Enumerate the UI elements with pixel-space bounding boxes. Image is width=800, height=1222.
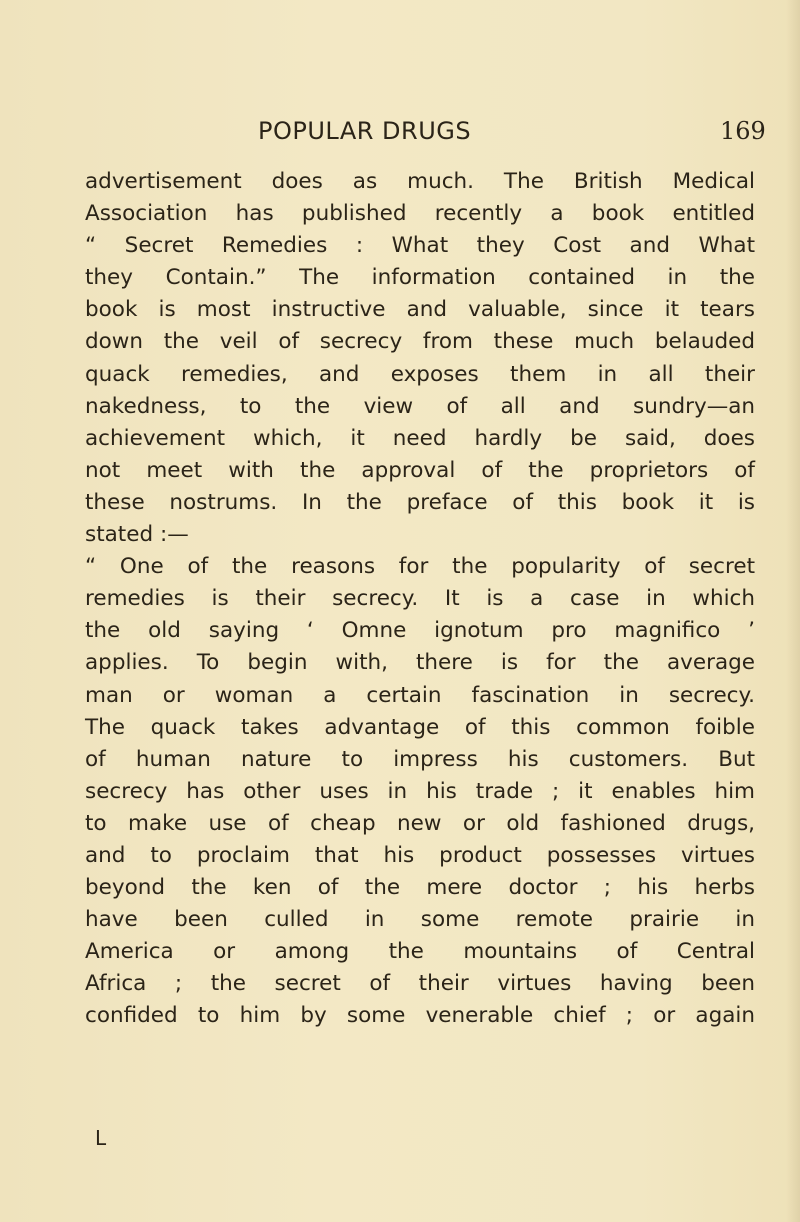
quote-line: The quack takes advantage of this common foible — [85, 714, 755, 740]
quote-line: confided to him by some venerable chief ; or again — [85, 1003, 755, 1029]
page-number: 169 — [720, 117, 766, 145]
quote-line: America or among the mountains of Central — [85, 939, 755, 965]
quote-line: secrecy has other uses in his trade ; it enables him — [85, 778, 755, 804]
text-line: book is most instructive and valuable, since it tears — [85, 297, 755, 323]
text-line: these nostrums. In the preface of this book it is — [85, 489, 755, 515]
quote-line: of human nature to impress his customers. But — [85, 746, 755, 772]
quote-line: “ One of the reasons for the popularity of secret — [85, 554, 755, 580]
quote-line: beyond the ken of the mere doctor ; his herbs — [85, 875, 755, 901]
page-edge-shadow — [786, 0, 800, 1222]
quote-line: remedies is their secrecy. It is a case in which — [85, 586, 755, 612]
text-line: “ Secret Remedies : What they Cost and What — [85, 233, 755, 259]
quote-line: have been culled in some remote prairie in — [85, 907, 755, 933]
text-line: Association has published recently a book entitled — [85, 201, 755, 227]
text-line: down the veil of secrecy from these much belauded — [85, 329, 755, 355]
text-line: not meet with the approval of the proprietors of — [85, 457, 755, 483]
signature-mark: L — [95, 1126, 107, 1150]
quote-line: Africa ; the secret of their virtues having been — [85, 971, 755, 997]
text-line: advertisement does as much. The British Medical — [85, 169, 755, 194]
page-header — [0, 113, 800, 149]
quote-line: man or woman a certain fascination in secrecy. — [85, 682, 755, 708]
text-line: quack remedies, and exposes them in all their — [85, 361, 755, 387]
quote-line: applies. To begin with, there is for the average — [85, 650, 755, 676]
text-line: stated :— — [85, 522, 189, 548]
body-text — [85, 166, 755, 1033]
running-head: POPULAR DRUGS — [258, 117, 472, 145]
text-line: achievement which, it need hardly be said, does — [85, 425, 755, 451]
quote-line: to make use of cheap new or old fashioned drugs, — [85, 810, 755, 836]
quote-line: and to proclaim that his product possesses virtues — [85, 842, 755, 868]
text-line: they Contain.” The information contained in the — [85, 265, 755, 291]
text-line: nakedness, to the view of all and sundry—an — [85, 393, 755, 419]
quote-line: the old saying ‘ Omne ignotum pro magnifico ’ — [85, 618, 755, 644]
